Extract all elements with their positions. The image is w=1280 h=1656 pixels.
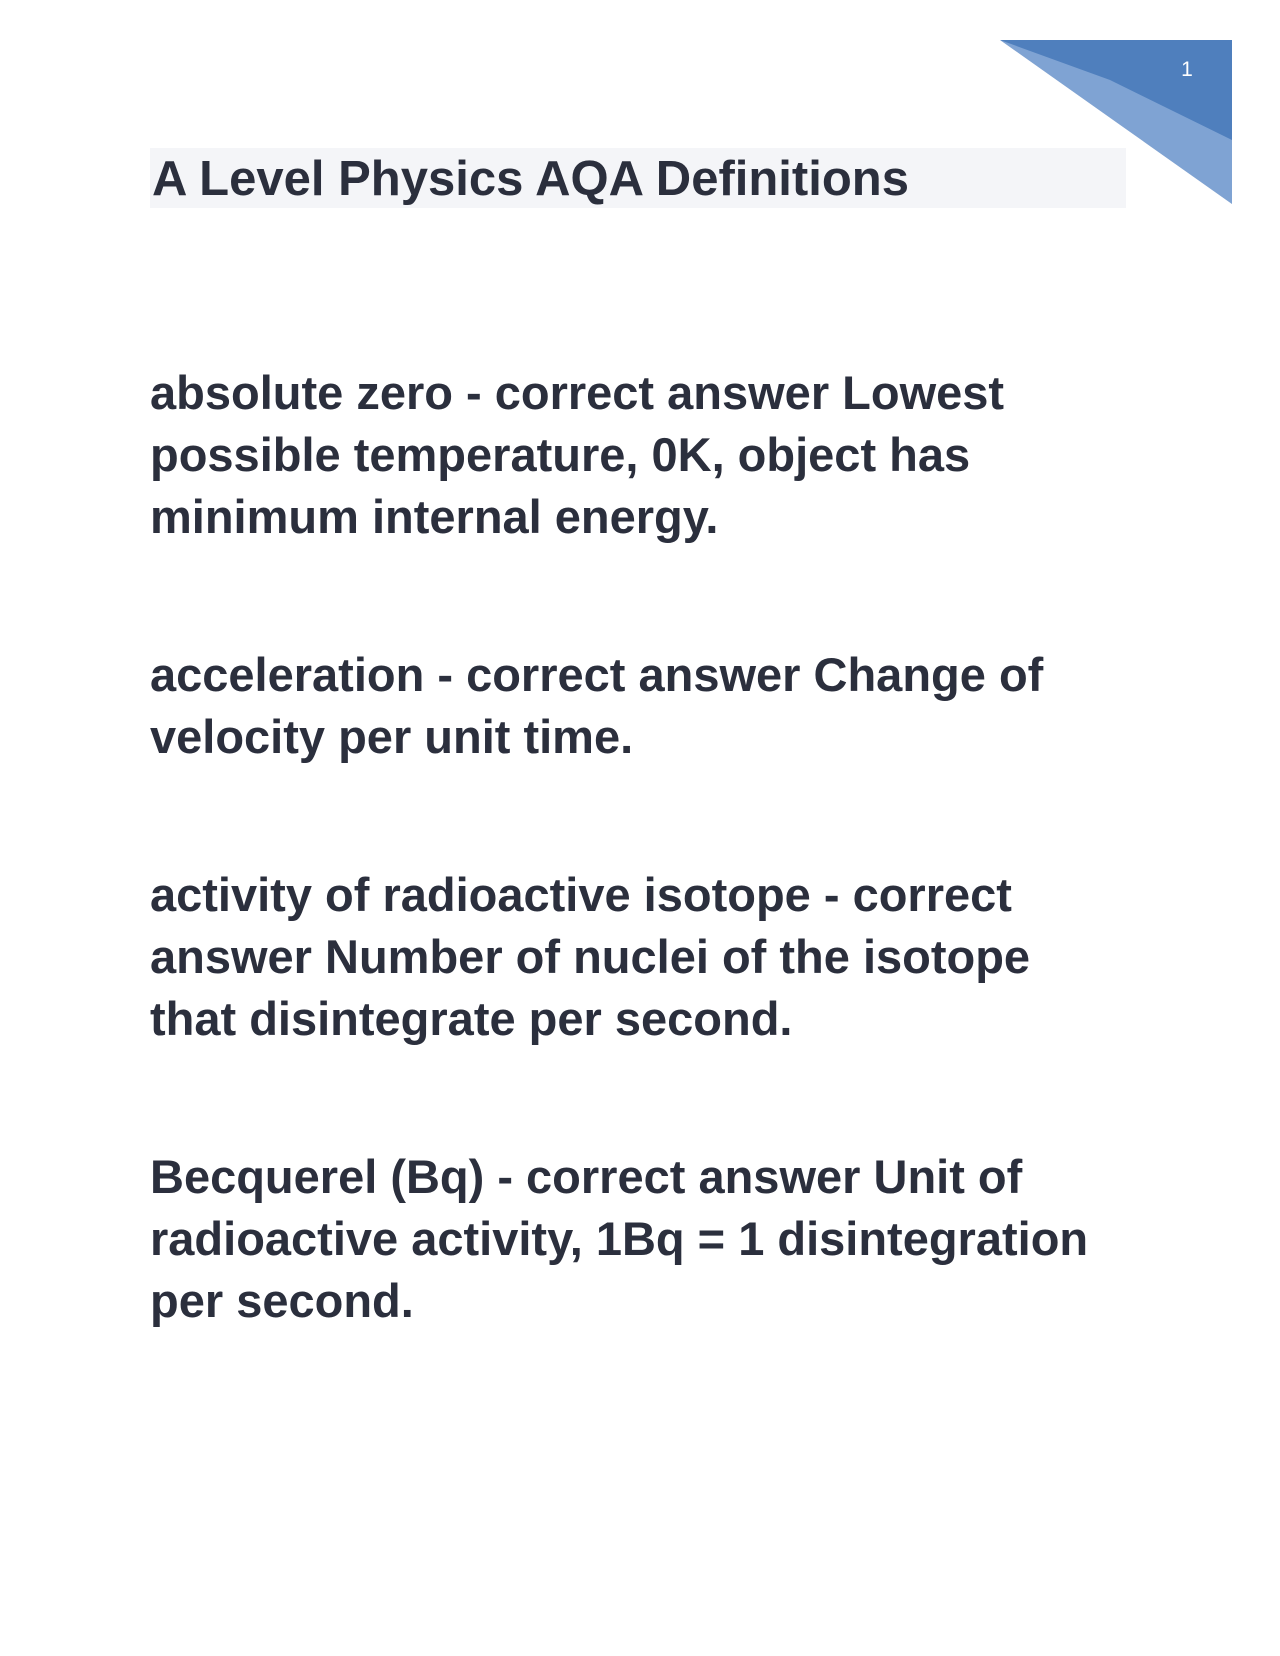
- definition-becquerel: Becquerel (Bq) - correct answer Unit of radioactive activity, 1Bq = 1 disintegration per second.: [150, 1150, 1089, 1327]
- definition-activity-of-radioactive-isotope: activity of radioactive isotope - correct answer Number of nuclei of the isotope that disintegrate per second.: [150, 868, 1031, 1045]
- page-title: A Level Physics AQA Definitions: [152, 152, 909, 206]
- definition-acceleration: acceleration - correct answer Change of velocity per unit time.: [150, 648, 1044, 763]
- page-number: 1: [1181, 58, 1193, 81]
- definition-list: [150, 362, 1110, 1428]
- definition-absolute-zero: absolute zero - correct answer Lowest possible temperature, 0K, object has minimum internal energy.: [150, 366, 1005, 543]
